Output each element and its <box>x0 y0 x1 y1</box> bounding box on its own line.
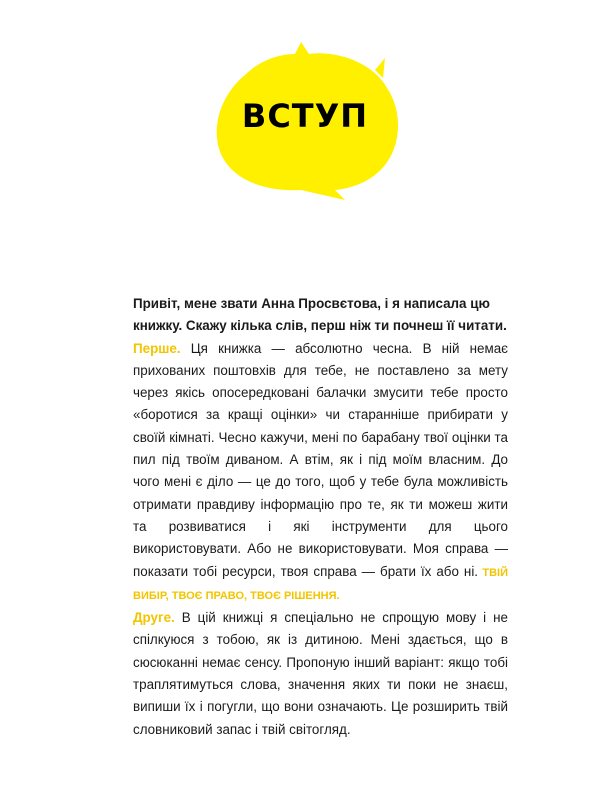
paragraph-text: Ця книжка — абсолютно чесна. В ній немає прихованих поштовхів для тебе, не поставлено за мету через якісь опосередковані балачки змусити тебе просто «боротися за кращі оцінки» чи старанніше прибирати у своїй кімнаті. Чесно кажучи, мені по барабану твої оцінки та пил під твоїм диваном. А втім, як і під моїм власним. До чого мені є діло — це до того, щоб у тебе була можливість отримати правдиву інформацію про те, як ти можеш жити та розвиватися і які інструменти для цього використовувати. Або не використовувати. Моя справа — показати тобі ресурси, твоя справа — брати їх або ні. <box>133 340 508 579</box>
paragraph-text: В цій книжці я спеціально не спрощую мову і не спілкуюся з тобою, як із дитиною. Мені здається, що в сюсюканні немає сенсу. Пропоную інший варіант: якщо тобі траплятимуться слова, значення яких ти поки не знаєш, випиши їх і погугли, що вони означають. Це розширить твій словниковий запас і твій світогляд. <box>133 610 508 737</box>
paragraph-first <box>133 338 508 608</box>
page-title: ВСТУП <box>241 97 369 135</box>
heading-speech-bubble <box>205 40 405 210</box>
body-text <box>133 293 508 741</box>
intro-paragraph: Привіт, мене звати Анна Просвєтова, і я написала цю книжку. Скажу кілька слів, перш ніж ти почнеш її читати. <box>133 296 507 334</box>
paragraph-lead: Друге. <box>133 610 175 626</box>
paragraph-lead: Перше. <box>133 340 181 356</box>
paragraph-second <box>133 607 508 741</box>
highlight-text: ТВІЙ ВИБІР, ТВОЄ ПРАВО, ТВОЄ РІШЕННЯ. <box>133 566 508 602</box>
